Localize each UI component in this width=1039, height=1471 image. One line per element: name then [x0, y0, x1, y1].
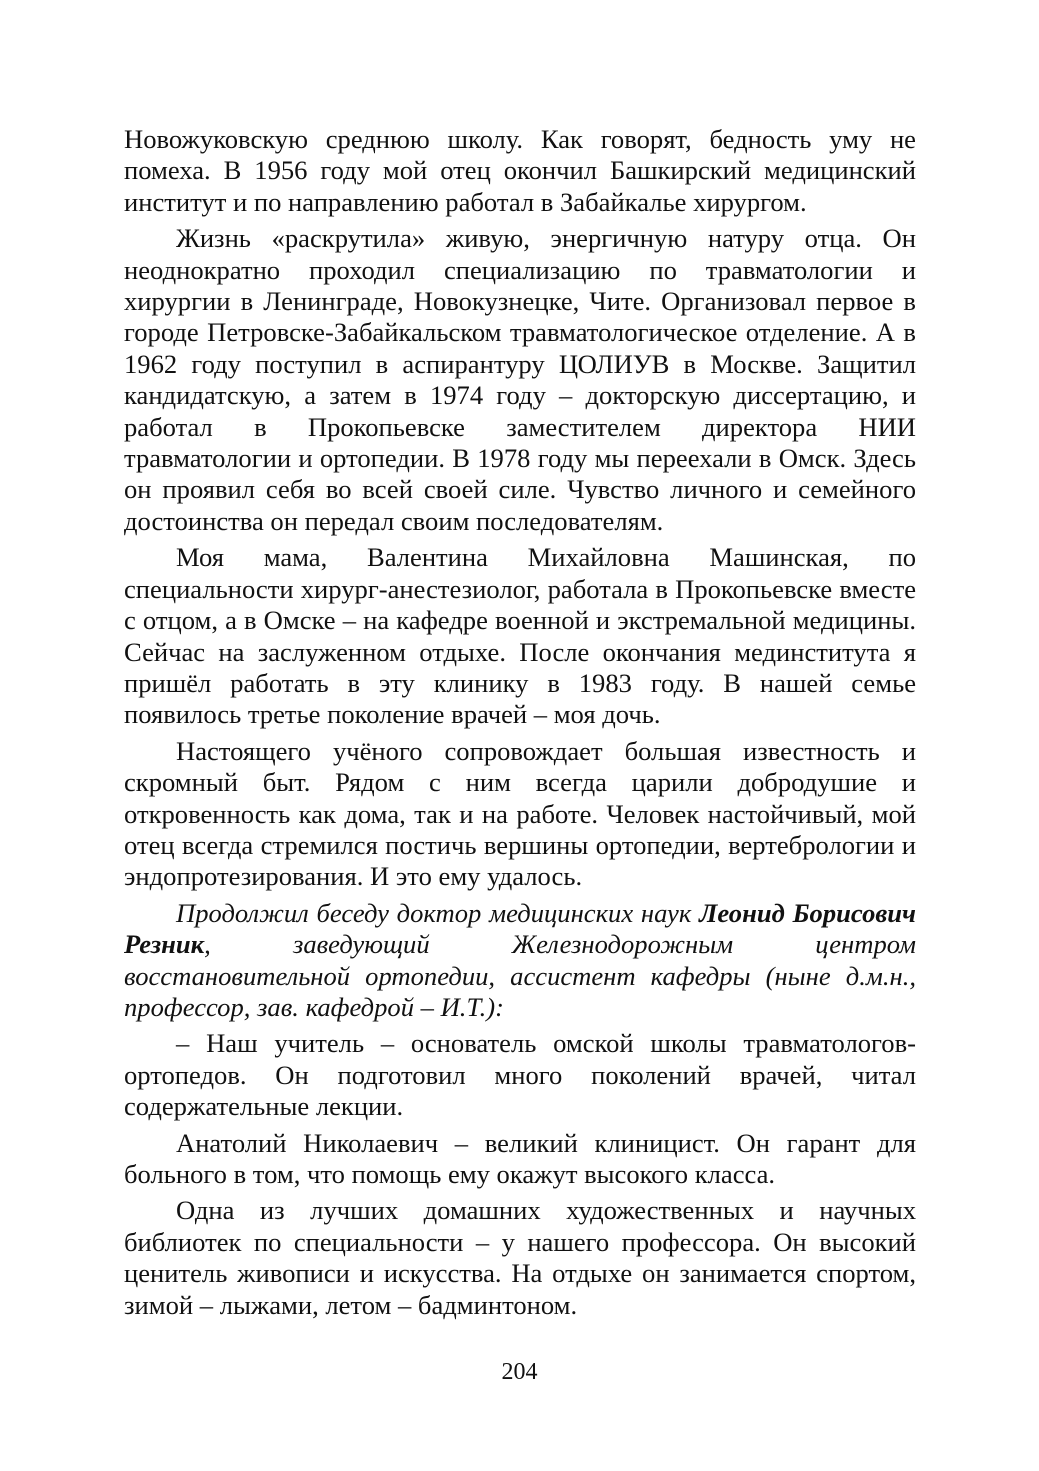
page-body [124, 124, 916, 1326]
paragraph-1: Новожуковскую среднюю школу. Как говорят, бедность уму не помеха. В 1956 году мой отец окончил Башкирский медицинский институт и по направлению работал в Забайкалье хирургом. [124, 124, 916, 217]
paragraph-2: Жизнь «раскрутила» живую, энергичную натуру отца. Он неоднократно проходил специализацию по травматологии и хирургии в Ленинграде, Новокузнецке, Чите. Организовал первое в городе Петровске-Забайкальском травматологическое отделение. А в 1962 году поступил в аспирантуру ЦОЛИУВ в Москве. Защитил кандидатскую, а затем в 1974 году – докторскую диссертацию, и работал в Прокопьевске заместителем директора НИИ травматологии и ортопедии. В 1978 году мы переехали в Омск. Здесь он проявил себя во всей своей силе. Чувство личного и семейного достоинства он передал своим последователям. [124, 223, 916, 536]
page-number: 204 [501, 1359, 538, 1385]
paragraph-6: – Наш учитель – основатель омской школы травматологов-ортопедов. Он подготовил много поколений врачей, читал содержательные лекции. [124, 1028, 916, 1122]
paragraph-8: Одна из лучших домашних художественных и научных библиотек по специальности – у нашего профессора. Он высокий ценитель живописи и искусства. На отдыхе он занимается спортом, зимой – лыжами, летом – бадминтоном. [124, 1195, 916, 1320]
intro-text-after: , заведующий Железнодорожным центром восстановительной ортопедии, ассистент кафедры (ныне д.м.н., профессор, зав. кафедрой – И.Т.): [124, 929, 916, 1022]
paragraph-7: Анатолий Николаевич – великий клиницист. Он гарант для больного в том, что помощь ему окажут высокого класса. [124, 1127, 916, 1189]
interviewee-name: Леонид Борисович Резник [124, 897, 916, 960]
paragraph-3: Моя мама, Валентина Михайловна Машинская, по специальности хирург-анестезиолог, работала в Прокопьевске вместе с отцом, а в Омске – на кафедре военной и экстремальной медицины. Сейчас на заслуженном отдыхе. После окончания мединститута я пришёл работать в эту клинику в 1983 году. В нашей семье появилось третье поколение врачей – моя дочь. [124, 542, 916, 730]
paragraph-4: Настоящего учёного сопровождает большая известность и скромный быт. Рядом с ним всегда царили добродушие и откровенность как дома, так и на работе. Человек настойчивый, мой отец всегда стремился постичь вершины ортопедии, вертебрологии и эндопротезирования. И это ему удалось. [124, 735, 916, 892]
intro-text-before: Продолжил беседу доктор медицинских наук [176, 897, 700, 928]
paragraph-5-interview-intro [124, 898, 916, 1024]
